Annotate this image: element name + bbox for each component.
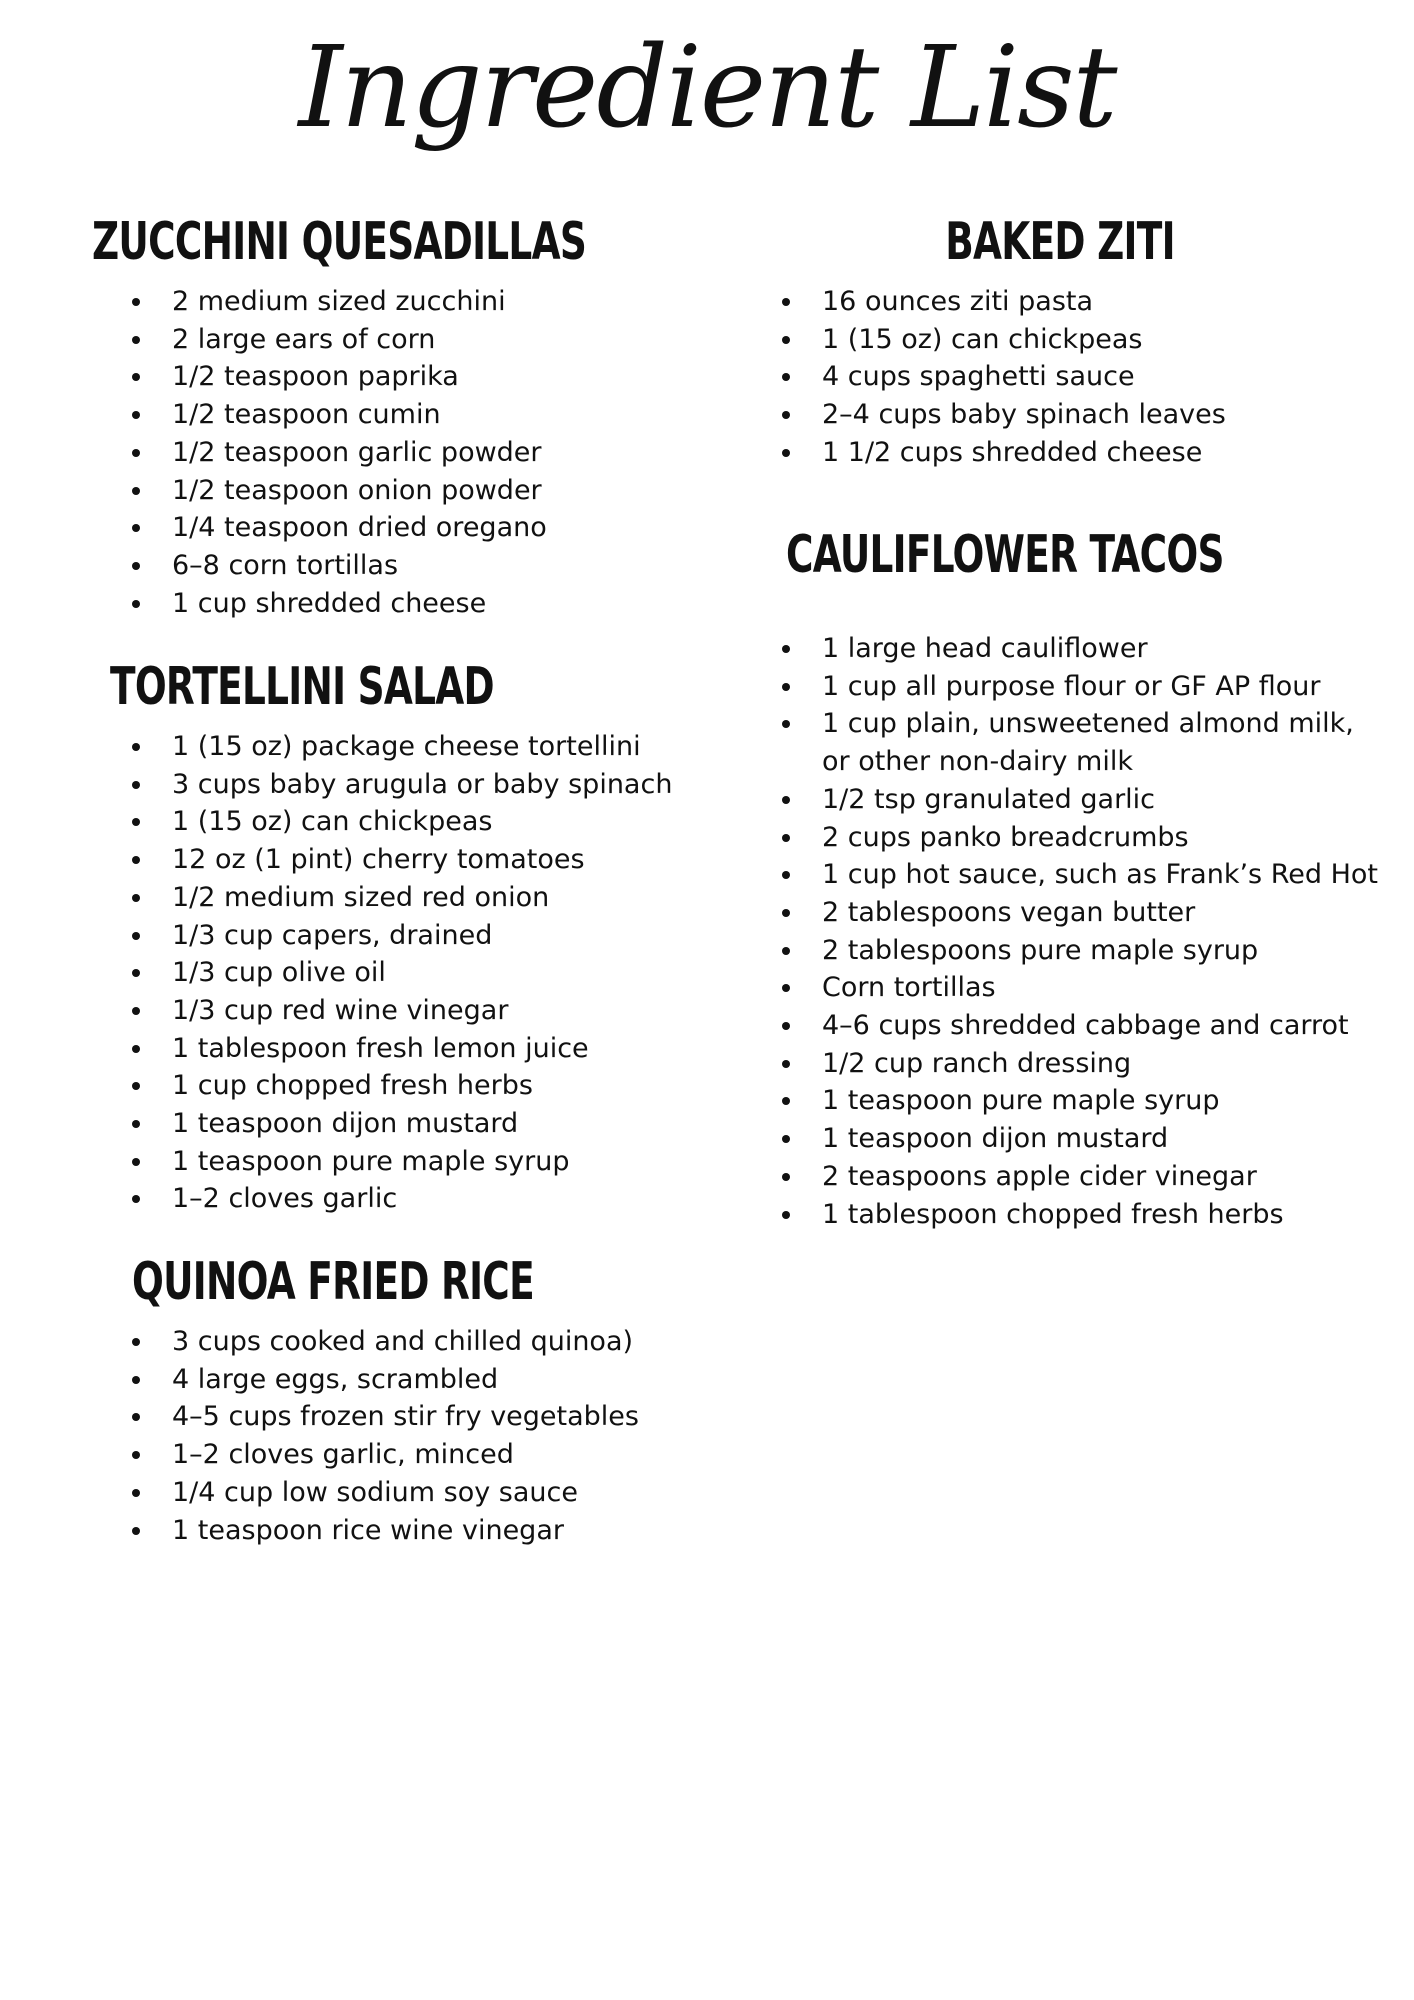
ingredient-item: 1/3 cup capers, drained bbox=[130, 917, 730, 955]
ingredient-list bbox=[130, 1323, 752, 1549]
recipe-cauliflower-tacos bbox=[786, 520, 1386, 1233]
ingredient-item: 2 tablespoons pure maple syrup bbox=[780, 932, 1386, 970]
ingredient-item: 3 cups baby arugula or baby spinach bbox=[130, 766, 730, 804]
recipe-heading: TORTELLINI SALAD bbox=[110, 657, 494, 717]
ingredient-item: 1 cup shredded cheese bbox=[130, 585, 712, 623]
ingredient-item: 4–6 cups shredded cabbage and carrot bbox=[780, 1007, 1386, 1045]
ingredient-item: 2 large ears of corn bbox=[130, 321, 712, 359]
recipe-baked-ziti bbox=[780, 207, 1380, 472]
ingredient-list bbox=[130, 283, 712, 622]
ingredient-item: 3 cups cooked and chilled quinoa) bbox=[130, 1323, 752, 1361]
ingredient-item: 1 tablespoon fresh lemon juice bbox=[130, 1030, 730, 1068]
ingredient-item: 1 cup all purpose flour or GF AP flour bbox=[780, 668, 1386, 706]
ingredient-item: 1 teaspoon pure maple syrup bbox=[780, 1082, 1386, 1120]
ingredient-item: 12 oz (1 pint) cherry tomatoes bbox=[130, 841, 730, 879]
ingredient-item: 1 1/2 cups shredded cheese bbox=[780, 434, 1380, 472]
ingredient-item: 1/3 cup olive oil bbox=[130, 954, 730, 992]
ingredient-item: 2–4 cups baby spinach leaves bbox=[780, 396, 1380, 434]
recipe-heading: BAKED ZITI bbox=[945, 212, 1175, 272]
ingredient-item: 1 cup hot sauce, such as Frank’s Red Hot bbox=[780, 856, 1386, 894]
ingredient-item: 1 cup chopped fresh herbs bbox=[130, 1067, 730, 1105]
recipe-quinoa-fried-rice bbox=[132, 1247, 752, 1549]
ingredient-item: 1 large head cauliflower bbox=[780, 630, 1386, 668]
ingredient-list bbox=[130, 728, 730, 1218]
ingredient-item: 1/2 teaspoon onion powder bbox=[130, 472, 712, 510]
recipe-zucchini-quesadillas bbox=[92, 207, 712, 622]
ingredient-item: 1–2 cloves garlic bbox=[130, 1180, 730, 1218]
recipe-heading: ZUCCHINI QUESADILLAS bbox=[92, 212, 587, 272]
ingredient-item: 1/2 teaspoon garlic powder bbox=[130, 434, 712, 472]
ingredient-item: 1/4 cup low sodium soy sauce bbox=[130, 1474, 752, 1512]
page-title: Ingredient List bbox=[298, 23, 1116, 153]
ingredient-item: 1 (15 oz) package cheese tortellini bbox=[130, 728, 730, 766]
ingredient-item: 1 tablespoon chopped fresh herbs bbox=[780, 1196, 1386, 1234]
ingredient-item: 1 (15 oz) can chickpeas bbox=[780, 321, 1380, 359]
ingredient-item: 1/2 teaspoon paprika bbox=[130, 358, 712, 396]
recipe-tortellini-salad bbox=[110, 652, 730, 1218]
ingredient-list bbox=[780, 283, 1380, 472]
ingredient-item: 1/2 medium sized red onion bbox=[130, 879, 730, 917]
recipe-heading: QUINOA FRIED RICE bbox=[132, 1252, 534, 1312]
recipe-heading: CAULIFLOWER TACOS bbox=[786, 525, 1224, 585]
ingredient-item: 1–2 cloves garlic, minced bbox=[130, 1436, 752, 1474]
ingredient-item: 16 ounces ziti pasta bbox=[780, 283, 1380, 321]
ingredient-item: 1 teaspoon dijon mustard bbox=[780, 1120, 1386, 1158]
ingredient-item: 2 tablespoons vegan butter bbox=[780, 894, 1386, 932]
ingredient-item: 6–8 corn tortillas bbox=[130, 547, 712, 585]
ingredient-item: 2 medium sized zucchini bbox=[130, 283, 712, 321]
ingredient-item: 1 (15 oz) can chickpeas bbox=[130, 803, 730, 841]
ingredient-item: 1/2 tsp granulated garlic bbox=[780, 781, 1386, 819]
ingredient-item: 1 teaspoon pure maple syrup bbox=[130, 1143, 730, 1181]
ingredient-item: 2 cups panko breadcrumbs bbox=[780, 819, 1386, 857]
ingredient-item: 1/2 teaspoon cumin bbox=[130, 396, 712, 434]
ingredient-item: 1 teaspoon dijon mustard bbox=[130, 1105, 730, 1143]
ingredient-item: 2 teaspoons apple cider vinegar bbox=[780, 1158, 1386, 1196]
ingredient-item: 4–5 cups frozen stir fry vegetables bbox=[130, 1398, 752, 1436]
ingredient-item: 4 cups spaghetti sauce bbox=[780, 358, 1380, 396]
ingredient-item: 1/4 teaspoon dried oregano bbox=[130, 509, 712, 547]
ingredient-item: 1/2 cup ranch dressing bbox=[780, 1045, 1386, 1083]
ingredient-item: 1/3 cup red wine vinegar bbox=[130, 992, 730, 1030]
ingredient-item: 4 large eggs, scrambled bbox=[130, 1361, 752, 1399]
ingredient-item: 1 cup plain, unsweetened almond milk, or other non-dairy milk bbox=[780, 705, 1362, 780]
ingredient-item: Corn tortillas bbox=[780, 969, 1386, 1007]
ingredient-list bbox=[780, 630, 1386, 1233]
ingredient-item: 1 teaspoon rice wine vinegar bbox=[130, 1512, 752, 1550]
